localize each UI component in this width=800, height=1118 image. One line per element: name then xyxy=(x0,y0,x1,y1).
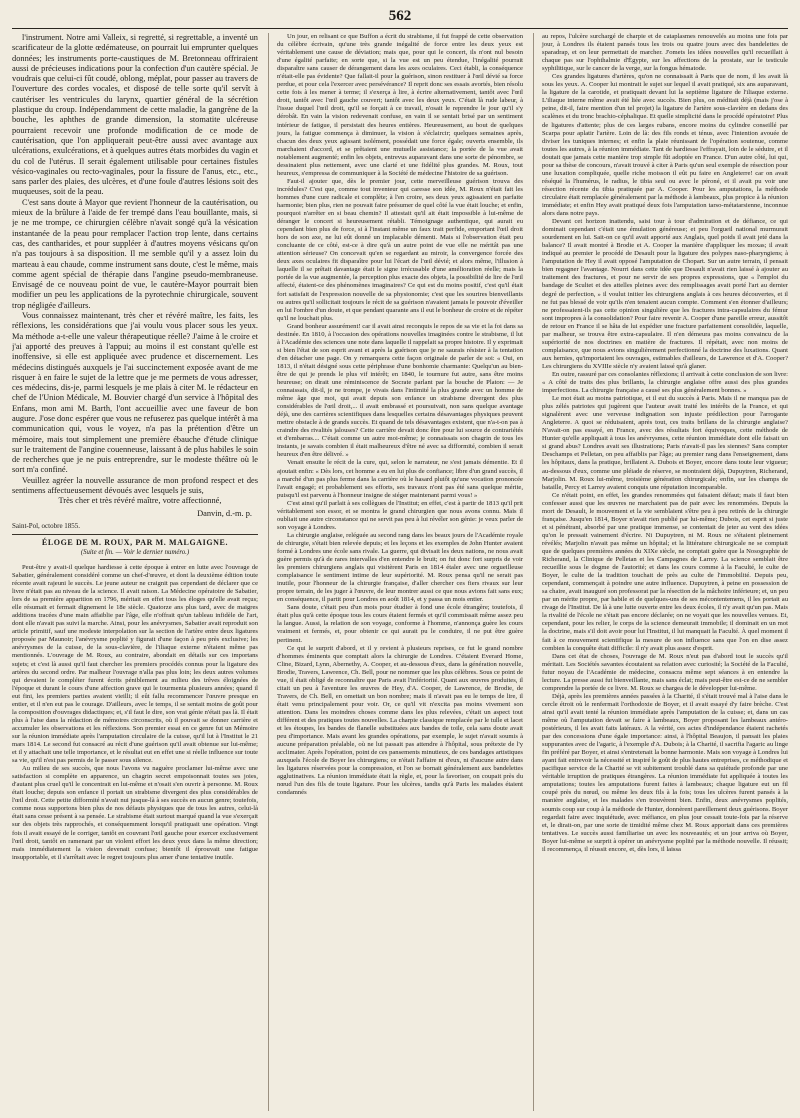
paragraph: Venait ensuite le récit de la cure, qui, selon le narrateur, ne s'est jamais démentie. Et il ajoutait enfin: « Dès lors, cet homme a eu en lui plus de confiance; libre d'un grand succès, il a marché d'un pas plus ferme dans la carrière où le hasard plutôt qu'une vocation prononcée l'avait engagé; et probablement ses efforts, ses travaux n'ont pas été sans quelque mérite, puisqu'il est parvenu à l'honneur insigne de siéger maintenant parmi vous! » xyxy=(277,459,523,499)
paragraph: Déjà, après les premières années passées à la Charité, il s'était trouvé mal à l'aise dans le cercle étroit où le renfermait l'orthodoxie de Boyer, et il avait essayé d'y faire brèche. C'est ainsi qu'il avait tenté la réunion immédiate après l'amputation de la cuisse; et, dans un cas même où l'amputation devait se faire à lambeaux, Boyer proposant les lambeaux antéro-postérieurs, il les avait faits latéraux. A la vérité, ces actes d'indépendance étaient rachetés par des concessions d'une égale importance: ainsi, à l'hôpital Beaujon, il pansait les plaies suppurantes avec de l'agaric, à l'exemple d'A. Dubois; à la Charité, il sacrifia l'agaric au linge fin préféré par Boyer, et ainsi s'entretenait la bonne harmonie. Mais son voyage à Londres lui ayant fait entrevoir la nécessité et inspiré le goût de plus hautes entreprises, ce méthodique et pacifique service de la Charité se vit subitement troublé dans sa quiétude profonde par une véritable irruption de pratiques étrangères. La réunion immédiate fut appliquée à toutes les amputations; toutes les amputations furent faites à lambeaux; chaque ligature eut un fil coupé près du nœud, ou même les deux fils à la fois; tous les ulcères furent pansés à la manière anglaise, et les malades s'en trouvèrent bien. Enfin, deux anévrysmes poplités, soumis coup sur coup à la méthode de Hunter, donnèrent pareillement deux guérisons. Boyer regardait faire avec inquiétude, avec méfiance, en plus jour cessait toute-fois par la réserve et, le dirait-on, par une sorte de timidité même chez M. Roux apportait dans ces premières tentatives. Le succès aussi familiarise un avec les nouveautés; et un jour arriva où Boyer, Boyer lui-même se surprit à opérer un anévrysme poplité par la méthode nouvelle. Il réussit; il recommença, il réussit encore, et, dès lors, il laissa xyxy=(542,692,788,853)
section-divider xyxy=(12,534,258,535)
paragraph: Un jour, en relisant ce que Buffon a écrit du strabisme, il fut frappé de cette observation du célèbre écrivain, qu'une très grande inégalité de force entre les deux yeux est véritablement une cause de déviation; mais que, pour qui le concert, ils n'ont nul besoin d'une égalité parfaite; en sorte que, si la vue est un peu étendue, l'inégalité pourrait disparaître sans causer de dérangement dans les axes oculaires. Ceci établi, la conséquence n'était-elle pas évidente? Que fallait-il pour la guérison, sinon restituer à l'œil dévié sa force perdue, et pour cela l'exercer avec persévérance? Il reprit donc ses essais avortés, bien résolu cette fois à les mener à terme; il s'exerça à lire, à écrire alternativement, tantôt avec l'œil droit, tantôt avec l'œil gauche couvert; tantôt avec les deux yeux. C'était là rude labeur, à l'issue duquel l'œil droit, qu'il se forçait à ce travail, n'osait le reprendre le jour qu'il s'y dérobât. En vain la vision redevenait confuse, en vain il se sentait brisé par un sentiment intérieur de fatigue, il persistait des heures entières. Heureusement, au bout de quelques jours, la fatigue commença à diminuer, la vision à s'éclaircir; quelques semaines après, chacun des deux yeux agissant isolément, possédait une force égale; ouverts ensemble, ils marchaient d'accord, et se prêtaient une mutuelle assistance; la portée de la vue avait notablement augmenté; enfin les objets, entrevus auparavant dans une sorte de pénombre, se dessinaient plus nettement, avec une clarté et une fidélité plus grandes. M. Roux, tout heureux, s'empressa de communiquer à la Société de médecine l'histoire de sa guérison. xyxy=(277,33,523,177)
columns xyxy=(12,33,788,1111)
column-1 xyxy=(12,33,258,1111)
page-number: 562 xyxy=(388,8,412,24)
paragraph: Veuillez agréer la nouvelle assurance de mon profond respect et des sentimens affectueusement dévoués avec lesquels je suis, xyxy=(12,475,258,496)
paragraph: Sans doute, c'était peu d'un mois pour étudier à fond une école étrangère; toutefois, il était plus qu'à cette époque tous les cours étaient fermés et qu'il commissait même assez peu la langue. Aussi, la relation de son voyage, conforme à l'homme, n'annonça guère les cours vraiment et fermés, et, pour obtenir ce qui aurait pu le conduire, il ne put être guère pertinent. xyxy=(277,604,523,644)
dateline: Saint-Pol, octobre 1855. xyxy=(12,521,81,530)
paragraph: Faut-il ajouter que, dès le premier jour, cette merveilleuse guérison trouva des incrédules? C'est que, comme tout inventeur qui caresse son idée, M. Roux n'était fait les hommes d'une cure radicale et complète; à l'en croire, ses deux yeux agissaient en parfaite harmonie; bien plus, rien ne pouvait faire présumer de quel côté la vue était louche; et enfin, pourquoi n'arrêter en si beau chemin? Il attestait qu'il ait était impossible à lui-même de déranger le concert si heureusement rétabli. Témoignage authentique, qui aurait eu cependant bien plus de force, si à l'instant même un faux trait perfide, emportant l'œil droit hors de son axe, ne lui eût donné un implacable démenti. Mais si l'observation était peu concluante de ce côté, est-ce à dire qu'à un autre point de vue elle ne méritât pas une attention sérieuse? On concevait qu'en se regardant au miroir, la convergence forcée des deux axes oculaires fit disparaître pour lui l'écart de l'œil dévié; et alors même, l'illusion à laquelle il se prêtait davantage était le signe irrécusable d'une amélioration réelle; mais la portée de la vue augmentée, la perception plus exacte des objets, la possibilité de lire de l'œil affecté, étaient-ce des phénomènes imaginaires? Ce qui est du moins positif, c'est qu'il était fort satisfait de l'expression nouvelle de sa physionomie; c'est que les sourires bienveillants ou autres qu'il sollicitait toujours le récit de sa guérison n'avaient jamais le pouvoir d'éveiller en lui l'ombre d'un doute, et que pendant quarante ans il eut le bonheur de croire et de répéter qu'il ne louchait plus. xyxy=(277,177,523,322)
paragraph: Devant cet horizon inattendu, saisi tour à tour d'admiration et de défiance, ce qui dominait cependant c'était une émulation généreuse; et peu l'orgueil national murmurait sourdement en lui. Sait-on ce qu'il avait apporté aux Anglais, quel poids il avait jeté dans la balance? Il avait montré à Brodie et A. Cooper la manière d'appliquer les moxas; il avait indiqué au premier le procédé de Desault pour la ligature des polypes naso-pharyngiens; à l'amputation de Hey il avait opposé l'amputation de Chopart. Sur un autre terrain, il pensait bien regagner l'avantage. Nourri dans cette idée que Desault n'avait rien laissé à ajouter au traitement des fractures, et pour ne servir de ses propres expressions, que « l'emploi du bandage de Scultet et des attelles pleines avec des remplissages avait porté l'art au dernier degré de perfection, » il voulut initier les chirurgiens anglais à ces heures découvertes, et il ne fut pas blessé de voir qu'ils n'en tenaient aucun compte. Comment s'en étonner d'ailleurs; ne professaient-ils pas cette opinion singulière que les fractures intra-capsulaires du fémur sont impropres à la consolidation? Pour faire revenir A. Cooper d'une pareille erreur, aussitôt de retour en France il se hâta de lui expédier une fracture parfaitement consolidée, laquelle, par malheur, se trouva être extra-capsulaire. Il n'en démeura pas moins convaincu de la supériorité de nos doctrines en matière de fractures. Il répétait, avec non moins de complaisance, que nous avions singulièrement perfectionné la doctrine des luxations. Quant aux hernies, qu'importaient les ouvrages, estimables d'ailleurs, de Lawrence et d'A. Cooper? Les chirurgiens du XVIIIe siècle n'y avaient laissé qu'à glaner. xyxy=(542,218,788,370)
paragraph: Ce qui le surprit d'abord, et il y revient à plusieurs reprises, ce fut le grand nombre d'hommes éminents que comptait alors la chirurgie de Londres. C'étaient Everard Home, Cline, Bizard, Lynn, Abernethy, A. Cooper, et au-dessous d'eux, dans la génération nouvelle, Brodie, Travers, Lawrence, Ch. Bell, pour ne nommer que les plus célèbres. Sous ce point de vue, il était obligé de reconnaître que Paris avait l'infériorité. Quant aux œuvres produites, il citait un peu à l'aventure les œuvres de Hey, d'A. Cooper, de Lawrence, de Brodie, de Travers, de Ch. Bell, en omettait un bon nombre; mais il n'avait pas eu le temps de lire, il était venu principalement pour voir. Or, ce qu'il vit n'excita pas moins vivement son attention. Dans les moindres choses comme dans les plus relevées, c'était un aspect tout différent et des pratiques toutes nouvelles. La charpie classique remplacée par le tulle et lacet et les étoupes, les bandes de flanelle substituées aux bandes de toile, cela sans doute avait peu d'importance. Mais avant les grandes opérations, par exemple, le sujet n'avait soumis à aucune préparation préalable, où ne lui passait pas attendre à l'hôpital, sous prétexte de l'y acclimater. Après l'opération, point de ces pansements minutieux, de ces bandages artistiques auxquels l'école de Boyer les chirurgiens; ce n'était l'affaire ni d'eux, ni d'aucune autre dans les ligatures réservées pour la compression, et l'on se bornait généralement aux bandelettes agglutinatives. La réunion immédiate était la règle, et, pour la favoriser, on coupait près du nœud l'un des fils de toute ligature. Pour les ulcères, tandis qu'à Paris les malades étaient condamnés xyxy=(277,644,523,797)
paragraph: Le mot était au moins patriotique, et il eut du succès à Paris. Mais il ne manqua pas de plus zélés patriotes qui jugèrent que l'auteur avait traité les intérêts de la France, et qui signalèrent avec une verveuse indignation son injuste prédilection pour l'arrogante Angleterre. A quoi se réduisaient, après tout, ces traits brillans de la chirurgie anglaise? N'avait-on pas essayé, en France, avec des résultats fort équivoques, cette méthode de Hunter qu'elle appliquait à tous les anévrysmes, cette réunion immédiate dont elle faisait un si grand abus? Londres avait ses illustrations; Paris n'avait-il pas les siennes? Sans compter Deschamps et Pelletan, on peu affaiblis par l'âge; au premier rang dans l'enseignement, dans les hôpitaux, dans la pratique, brillaient A. Dubois et Boyer, encore dans toute leur vigueur; au-dessous d'eux, comme une pléiade de réserve, se montraient déjà, Dupuytren, Richerand, Marjolin. M. Roux lui-même, troisième génération chirurgicale; enfin, sur les champs de bataille, Percy et Larrey avaient conquis une réputation incomparable. xyxy=(542,395,788,491)
paragraph: Vous connaissez maintenant, très cher et révéré maître, les faits, les réflexions, les considérations que j'ai voulu vous placer sous les yeux. Ma méthode a-t-elle une valeur thérapeutique réelle? J'aime à le croire et j'ai apporté des preuves à l'appui; au moins il est constant qu'elle est inoffensive, si elle est appliquée avec prudence et discernement. Les médecins distingués auxquels je l'ai succinctement exposée avant de me risquer à en faire le sujet de la lettre que je me permets de vous adresser, ces médecins, dis-je, parmi lesquels je me plais à citer M. le rédacteur en chef de l'Union Médicale, M. Bouvier chargé d'un service à l'hôpital des Enfans, mon ami M. Barth, l'ont accueillie avec une faveur de bon augure. J'ose donc espérer que vous ne refuserez pas quelque intérêt à ma communication qui, vous le voyez, n'a pas la prétention d'être un mémoire, mais tout simplement une première ébauche d'étude clinique sur le traitement de l'angine couenneuse, laissant à de plus habiles le soin de recherches que je ne puis entreprendre, sur le modeste théâtre où le sort m'a confiné. xyxy=(12,311,258,475)
paragraph: En outre, rassuré par ces consolantes réflexions; il arrivait à cette conclusion de son livre: « A côté de traits des plus brillants, la chirurgie anglaise offre aussi des plus grandes imperfections. La chirurgie française a causé ses plus généralement bonnes. » xyxy=(542,370,788,395)
column-2 xyxy=(268,33,523,1111)
paragraph: C'est ainsi qu'il parlait à ses collègues de l'Institut; en effet, c'est à partir de 1813 qu'il prit véritablement son essor, et se montra le grand chirurgien que nous avons connu. Mais il oubliait une autre circonstance qui ne servit pas peu à lui révéler son génie: je veux parler de son voyage à Londres. xyxy=(277,499,523,531)
header-rule xyxy=(12,28,788,29)
section-subtitle: (Suite et fin. — Voir le dernier numéro.) xyxy=(80,548,190,556)
paragraph: C'est sans doute à Mayor que revient l'honneur de la cautérisation, ou mieux de la brûlure à l'aide de fer trempé dans l'eau bouillante, mais, si je ne me trompe, ce chirurgien célèbre n'avait songé qu'à la vésication instantanée de la peau pour remplacer l'action trop lente, dans certains cas, des cantharides, et pour suppléer à d'autres moyens vésicans qu'on n'a pas toujours à sa disposition. Il me semble qu'il y a assez loin du marteau à eau chaude, comme instrument sans doute, c'est le même, mais comme agent spécial de thérapie dans l'angine pseudo-membraneuse. Envisagé de ce nouveau point de vue, le cautère-Mayor pourrait bien modifier un peu les applications de la pyrotechnie chirurgicale, souvent trop négligée d'ailleurs. xyxy=(12,197,258,310)
paragraph: Ce n'était point, en effet, les grandes renommées qui faisaient défaut; mais il faut bien confesser aussi que les œuvres ne marchaient pas de pair avec les renommées. Depuis la mort de Desault, le mouvement et la vie semblaient s'être peu à peu retirés de la chirurgie française. Jusqu'en 1814, Boyer n'avait rien publié par lui-même; Dubois, cet esprit si juste et si pénétrant, absorbé par une pratique immense, se contentait de jeter au vent des idées qu'on le pressait vainement d'écrire. Ni Dupuytren, ni M. Roux ne s'étaient pleinement révélés; Marjolin n'avait pas même un hôpital; et la littérature chirurgicale ne se comptait que de quelques premières années du XIXe siècle, ne comptait guère que la Nosographie de Richerand, la Clinique de Pelletan et les Campagnes de Larrey. La science semblait être recueillie sous le dogme de l'autorité; et dans les cours comme à la Faculté, le culte de Boyer, le culte de la tradition touchait de près au culte de l'immobilité. Depuis peu, cependant, commençait à poindre une autre influence. Dupuytren, à peine en possession de sa chaire, avait inauguré son professorat par la résection de la mâchoire inférieure; et, un peu par un mérite propre, par habile et de quelques-uns de ses mécontentemens, il les portait au rivage de l'Institut. De là à une lutte ouverte entre les deux écoles, il n'y avait qu'un pas. Mais la rivalité de l'école ne s'était pas encore déclarée; on ne voyait que les nouvelles venues. Et, cependant, pour les relier, le corps de la science demeurait immobile; il dominait en un mot la doctrine, mais s'il doit avoir pour lui l'Institut, il lui manquait la Faculté. À quel moment il fait à ce mouvement scientifique la mesure de son influence sans que l'on en dise assez combien la conquête était difficile: il n'y avait plus assez d'esprit. xyxy=(542,491,788,652)
section-title: ÉLOGE DE M. ROUX, PAR M. MALGAIGNE. xyxy=(41,537,229,547)
paragraph: Très cher et très révéré maître, votre affectionné, xyxy=(58,496,222,506)
paragraph: Peut-être y avait-il quelque hardiesse à cette époque à entrer en lutte avec l'ouvrage de Sabatier, généralement considéré comme un chef-d'œuvre, et dont la deuxième édition toute récente avait rajeuni le succès. Le jeune auteur ne craignit pas cependant de déclarer que ce livre n'était pas au niveau de la science. Il avait raison. La Médecine opératoire de Sabatier, lors de sa première apparition en 1796, méritait en effet tous les éloges qu'elle avait reçus; elle résumait et fermait dignement le 18e siècle. Quatorze ans plus tard, avec de maigres additions tracées d'une main affaiblie par l'âge, elle n'offrait qu'un tableau infidèle de l'art, dont elle n'avait pas suivi la marche. Ainsi, pour les anévrysmes, Sabatier avait reproduit son article primitif, sauf une modeste interpolation sur la section de l'artère entre deux ligatures proposée par Maunoir; l'anévrysme poplité y figurait d'une façon à peu près exclusive; les anévrysmes de la cuisse, de la sous-clavière, de l'iliaque externe n'étaient même pas mentionnés. L'ouvrage de M. Roux, au contraire, abondait en détails sur ces importans sujets; et c'est là aussi qu'il faut chercher les premiers procédés connus pour la ligature des artères du second ordre. Par malheur l'ouvrage n'alla pas plus loin; les deux autres volumes qui devaient le compléter furent écrits péniblement au milieu des trêves éloignées de l'époque et durant le cours d'une affection grave qui le tourmenta plusieurs années; quand il eut fini, les premiers parties avaient vieilli; il eût fallu recommencer l'œuvre presque en entier, et il n'en eut pas le courage. D'ailleurs, avec le temps, il se sentait moins de goût pour la composition d'ouvrages didactiques; et, s'il faut le dire, son vrai génie n'était pas là. Il était plus à l'aise dans la rédaction de mémoires circonscrits, où il pouvait se donner carrière et accumuler les observations et les réflexions. Son premier essai en ce genre fut un Mémoire sur la réunion immédiate après l'amputation circulaire de la cuisse, qu'il lut à l'Institut le 21 mars 1814. Le second fut consacré au récit d'une guérison qu'il avait obtenue sur lui-même; et il y attachait une telle importance, et le résultat eut en effet une si réelle influence sur toute sa vie, qu'il n'est pas permis de le passer sous silence. xyxy=(12,563,258,765)
paragraph: Dans cet état de choses, l'ouvrage de M. Roux n'eut pas d'abord tout le succès qu'il méritait. Les Sociétés savantes écoutaient sa relation avec curiosité; la Société de la Faculté, futur noyau de l'Académie de médecine, consacra même sept séances à en entendre la lecture. La presse aussi fut bienveillante, mais sans éclat; mais peut-être est-ce de ne sembler comprendre la portée de ce livre. M. Roux se chargea de le développer lui-même. xyxy=(542,652,788,692)
column-3 xyxy=(533,33,788,1111)
paragraph: au repos, l'ulcère surchargé de charpie et de cataplasmes renouvelés au moins une fois par jour, à Londres ils étaient pansés tous les trois ou quatre jours avec des bandelettes de sparadrap, et on leur permettait de marcher. J'omets les idées nouvelles qu'il recueillait à chaque pas sur l'ophthalmie d'Égypte, sur les affections de la prostate, sur le testicule syphilitique, sur le cancer de la verge, sur la fongus hématode. xyxy=(542,33,788,73)
paragraph: l'instrument. Notre ami Valleix, si regretté, si regrettable, a inventé un scarificateur de la glotte œdémateuse, on pourrait lui emprunter quelques données; les instruments porte-caustiques de M. Bretonneau offriraient aussi de précieuses indications pour la confection d'un cautère spécial. Je voudrais que celui-ci fût coudé, oblong, méplat, pour passer au travers de l'ouverture des cordes vocales, et disposé de telle sorte qu'il servît à cautériser les ventricules du larynx, quartier général de la sécrétion plastique du croup. Indépendamment de cette maladie, la gangrène de la bouche, les aphthes de grande dimension, la stomatite ulcéreuse pourraient recevoir une profonde modification de ce mode de cautérisation, que l'on appliquerait peut-être aussi avec avantage aux ulcérations, exulcérations, et à quelques autres états morbides du vagin et du col de l'utérus. Il serait également utilisable pour certaines fistules vésico-vaginales ou recto-vaginales, pour la fissure de l'anus, etc., etc., sans parler des plaies, des ulcères, et d'une foule d'autres lésions soit des muqueuses, soit de la peau. xyxy=(12,33,258,197)
paragraph: La chirurgie anglaise, reléguée au second rang dans les beaux jours de l'Académie royale de chirurgie, s'était bien relevée depuis; et les leçons et les exemples de John Hunter avaient formé à Londres une école sans rivale. La guerre, qui divisait les deux nations, ne nous avait guère permis qu'à de rares intervalles d'en entendre le bruit; on fut donc fort surpris de voir les premiers chirurgiens anglais qui visitèrent Paris en 1814 étaler avec une orgueilleuse complaisance le sentiment intime de leur supériorité. M. Roux pensa qu'il ne serait pas inutile, pour l'honneur de la chirurgie française, d'aller chercher ces fiers rivaux sur leur propre terrain, de les juger à l'œuvre, de leur montrer aussi ce que nous avions fait sans eux; en conséquence, il partit pour Londres en août 1814, et y passa un mois entier. xyxy=(277,531,523,604)
paragraph: Ces grandes ligatures d'artères, qu'on ne connaissait à Paris que de nom, il les avait là sous les yeux. A. Cooper lui montrait le sujet sur lequel il avait pratiqué, six ans auparavant, la ligature de la carotide, et pratiquait devant lui la septième ligature de l'iliaque externe. L'iliaque interne même avait été liée avec succès. Bien plus, on méditait déjà (mais j'ose à peine, dit-il, faire mention d'un tel projet) la ligature de l'artère sous-clavière en dedans des scalènes et du tronc brachio-céphalique. Et quelle simplicité dans le procédé opératoire! Plus de ligatures d'attente; plus de ces larges rubans, encore moins du cylindre conseillé par Scarpa pour aplatir l'artère. Loin de là: des fils ronds et ténus, avec l'intention avouée de diviser les tuniques internes; et enfin la plaie réunissant de l'opération soutenue, comme toutes les autres, à la réunion immédiate. Tant de hardiesse l'effrayait, loin de le séduire, et il doutait que jamais cette manière trop simple fût adoptée en France. D'un autre côté, lui qui, pour sa thèse de concours, n'avait trouvé à citer à Paris qu'un seul exemple de résection pour une luxation compliquée, quelle riche moisson il eût pu faire en Angleterre! car on avait réséqué la l'humérus, le radius, le tibia seul ou avec le péroné, et il avait pu voir une résection récente du tibia pratiquée par A. Cooper. Pour les amputations, la méthode circulaire était remplacée généralement par la méthode à lambeaux, plus propice à la réunion immédiate; et enfin Hey avait pratiqué deux fois l'amputation tarso-métatarsienne, inconnue alors dans notre pays. xyxy=(542,73,788,218)
paragraph: Grand bonheur assurément! car il avait ainsi reconquis le repos de sa vie et la foi dans sa destinée. En 1810, à l'occasion des opérations nouvelles imaginées contre le strabisme, il lut à l'Académie des sciences une note dans laquelle il rappelait sa propre histoire. Il y exprimait si bien l'état de son esprit avant et après la guérison que je ne saurais résister à la tentation d'en détacher une page. On y remarquera cette façon originale de parler de soi: « Oui, en 1813, il n'était désigné sous cette périphrase d'une bonhomie charmante: Quelqu'un au bien-être de qui je prends le plus vif intérêt; en 1840, le tournure fut autre, sans être moins heureuse; on dirait une réminiscence de Socrate parlant par la bouche de Platon: — Je connaissais, dit-il, je ne trompe, je vivais dans l'intimité la plus grande avec un homme de même âge que moi, qui avait depuis son enfance un strabisme divergent des plus considérables de l'œil droit,... il avait embrassé et poursuivait, non sans quelque avantage déjà, une des carrières scientifiques dans lesquelles certains désavantages physiques peuvent mettre obstacle à de grands succès. Et quand de tels désavantages existent, que n'a-t-on pas à craindre des rivalités jalouses? Cette carrière devait donc être pour lui source de contrariétés et d'embarras.... C'était comme un autre moi-même; je connaissais son chagrin de tous les instants, je savais combien il était malheureux d'être né avec sa difformité, combien il serait heureux d'en être délivré. » xyxy=(277,322,523,459)
paragraph: Au milieu de ses succès, que nous l'avons vu naguère proclamer lui-même avec une satisfaction si complète en apparence, un chagrin secret empoisonnait toutes ses joies, d'autant plus cruel qu'il le concentrait en lui-même et n'osait s'en ouvrir à personne. M. Roux était louche; depuis son enfance il portait un strabisme divergent des plus considérables de l'œil droit. Cette petite difformité n'avait nui jusque-là à ses succès en aucun genre; toutefois, comme nous supportons bien plus de nos défauts physiques que de tous les autres, celui-là était sans cesse présent à sa pensée. Le strabisme était surtout marqué quand la vue s'exerçait sur des objets très rapprochés, et conséquemment lorsqu'il pratiquait une opération. Vingt fois il avait essayé de le corriger, tantôt en couvrant l'œil gauche pour exercer exclusivement l'œil droit, tantôt en ramenant par un violent effort les deux yeux dans la même direction; mais immédiatement la vision devenait confuse; bientôt il éprouvait une fatigue insupportable, et il s'arrêtait avec le regret toujours plus amer d'une tentative inutile. xyxy=(12,765,258,861)
short-rule xyxy=(100,559,170,560)
signature: Danvin, d.-m. p. xyxy=(197,508,252,518)
